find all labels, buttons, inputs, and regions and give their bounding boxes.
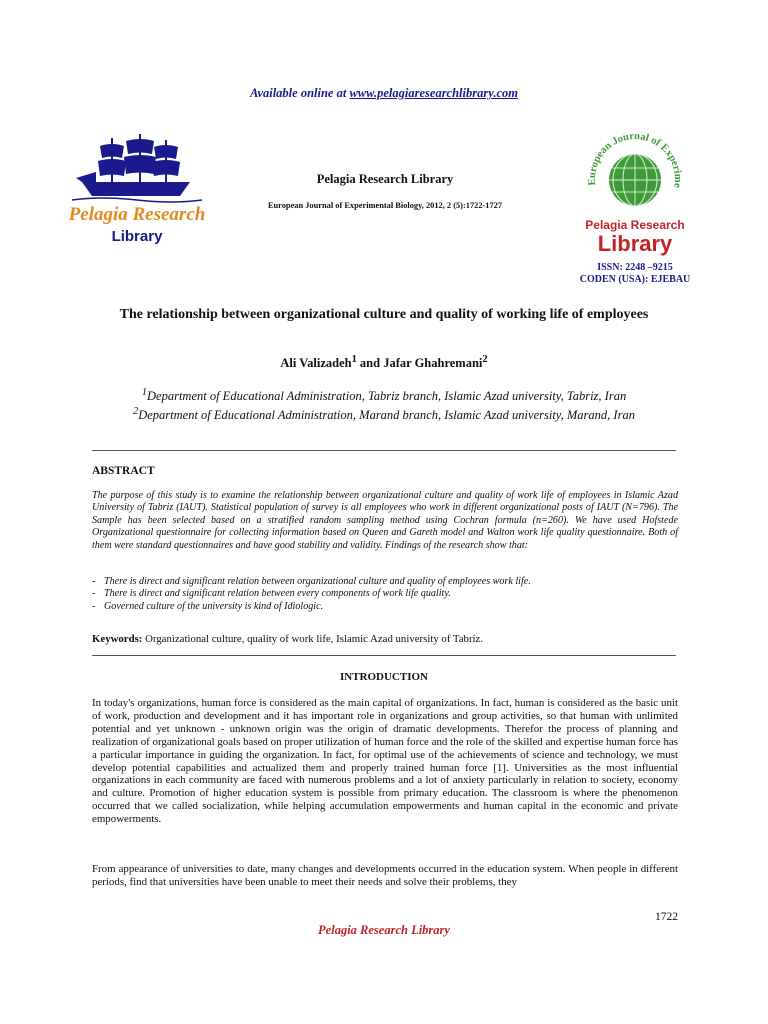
affiliation-1-mark: 1 [141, 387, 147, 398]
author-1: Ali Valizadeh [280, 356, 352, 371]
author-join: and [356, 356, 384, 371]
affiliation-1-text: Department of Educational Administration, Tabriz branch, Islamic Azad university, Tabriz, Iran [147, 389, 627, 404]
affiliation-2-mark: 2 [133, 406, 139, 418]
affiliations [80, 385, 688, 423]
right-logo-library: Library [597, 231, 673, 256]
journal-header [230, 172, 540, 210]
pelagia-ship-logo [62, 132, 212, 252]
intro-paragraph-2: From appearance of universities to date, many changes and developments occurred in the education system. When people in different periods, find that universities have been unable to meet their needs and solve their problems, they [92, 863, 678, 888]
keywords-text: Organizational culture, quality of work life, Islamic Azad university of Tabriz. [142, 633, 484, 645]
footer-publisher: Pelagia Research Library [318, 923, 450, 937]
author-2-affiliation-mark: 2 [482, 354, 488, 365]
issn-block [560, 262, 710, 286]
finding-item: - There is direct and significant relation between organizational culture and quality of employees work life. [92, 576, 678, 588]
ring-text: European Journal of Experime [586, 132, 684, 189]
introduction-heading: INTRODUCTION [339, 671, 428, 683]
globe-icon [560, 132, 710, 220]
author-2: Jafar Ghahremani [383, 356, 483, 371]
affiliation-2 [80, 404, 688, 423]
publisher-name: Pelagia Research Library [316, 172, 454, 186]
left-logo-library: Library [111, 228, 163, 245]
findings-list [92, 576, 678, 613]
coden: CODEN (USA): EJEBAU [579, 274, 691, 285]
keywords [92, 633, 678, 645]
right-logo-name: Pelagia Research [585, 218, 685, 232]
author-line [0, 354, 768, 371]
divider-top [92, 450, 676, 451]
affiliation-1 [80, 385, 688, 404]
journal-citation: European Journal of Experimental Biology, 2012, 2 (5):1722-1727 [267, 201, 503, 210]
available-online-label: Available online at [250, 86, 347, 100]
finding-item: - Governed culture of the university is kind of Idiologic. [92, 601, 678, 613]
available-online-line [0, 86, 768, 101]
keywords-label: Keywords: [92, 633, 143, 645]
affiliation-2-text: Department of Educational Administration, Marand branch, Islamic Azad university, Marand, Iran [138, 408, 635, 423]
abstract-text: The purpose of this study is to examine the relationship between organizational culture and quality of work life of employees in Islamic Azad University of Tabriz (IAUT). Statistical population of survey is all employees who work in different organizational posts of IAUT (N=796). The Sample has been selected based on a stratified random sampling method using Cochran formula (n=260). We have used Hofstede Organizational questionnaire for collecting information based on Queen and Gareth model and Walton work life quality questionnaire. Both of them were standard questionnaires and have good stability and validity. Findings of the research show that: [92, 490, 678, 551]
website-link[interactable]: www.pelagiaresearchlibrary.com [349, 86, 518, 100]
left-logo-name: Pelagia Research [68, 204, 206, 225]
article-title: The relationship between organizational culture and quality of working life of employees [119, 307, 649, 322]
journal-globe-logo [560, 132, 710, 290]
issn: ISSN: 2248 –9215 [597, 262, 673, 273]
finding-item: - There is direct and significant relation between every components of work life quality. [92, 588, 678, 600]
abstract-heading: ABSTRACT [92, 465, 155, 477]
page-number: 1722 [655, 911, 678, 923]
ship-icon [62, 132, 212, 206]
intro-paragraph-1: In today's organizations, human force is considered as the main capital of organizations. In fact, human is considered as the basic unit of work, production and development and it has important role in organizations and group activities, so that human with unlimited potential and yet unknown - unknown origin was the origin of dramatic developments. Therefor the process of planning and realization of organizational goals based on proper utilization of human force and the role of the skilled and expertise human force has a particular importance in guiding the organization. In fact, for optimal use of the achievements of science and technology, we must develop potential capabilities and actualized them and properly trained human force [1]. Universities as the most influential organizations in each community are faced with numerous problems and a lot of anxiety particularly in relation to society, economy and culture. Promotion of higher education system is possible from primary education. The classroom is where the phenomenon occurred that we called socialization, while helping accumulation empowerments and human capital in the economic and private empowerments. [92, 697, 678, 826]
divider-bottom [92, 655, 676, 656]
author-1-affiliation-mark: 1 [351, 354, 357, 365]
